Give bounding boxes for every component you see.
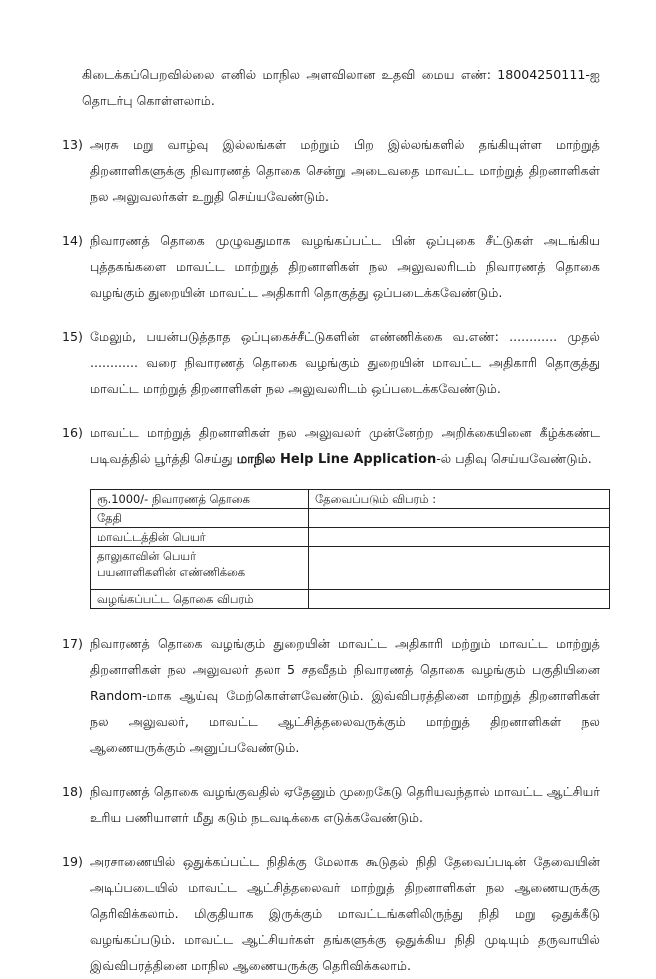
item-17 [62, 631, 600, 761]
table-row [91, 490, 610, 509]
item-text: அரசு மறு வாழ்வு இல்லங்கள் மற்றும் பிற இல்லங்களில் தங்கியுள்ள மாற்றுத் திறனாளிகளுக்கு நிவாரணத் தொகை சென்று அடைவதை மாவட்ட மாற்றுத் திறனாளிகள் நல அலுவலர்கள் உறுதி செய்யவேண்டும். [90, 137, 600, 204]
item-number: 19) [62, 854, 83, 869]
item-number: 15) [62, 329, 83, 344]
item-number: 13) [62, 137, 83, 152]
table-cell-label [91, 547, 309, 590]
table-cell-value [309, 528, 610, 547]
item-text: அரசாணையில் ஒதுக்கப்பட்ட நிதிக்கு மேலாக கூடுதல் நிதி தேவைப்படின் தேவையின் அடிப்படையில் மாவட்ட ஆட்சித்தலைவர் மாற்றுத் திறனாளிகள் நல ஆணையருக்கு தெரிவிக்கலாம். மிகுதியாக இருக்கும் மாவட்டங்களிலிருந்து நிதி மறு ஒதுக்கீடு வழங்கப்படும். மாவட்ட ஆட்சியர்கள் தங்களுக்கு ஒதுக்கிய நிதி முடியும் தருவாயில் இவ்விபரத்தினை மாநில ஆணையருக்கு தெரிவிக்கலாம். [90, 854, 600, 973]
item-number: 14) [62, 233, 83, 248]
table-cell-value [309, 590, 610, 609]
item-text: நிவாரணத் தொகை முழுவதுமாக வழங்கப்பட்ட பின் ஒப்புகை சீட்டுகள் அடங்கிய புத்தகங்களை மாவட்ட மாற்றுத் திறனாளிகள் நல அலுவலரிடம் நிவாரணத் தொகை வழங்கும் துறையின் மாவட்ட அதிகாரி தொகுத்து ஒப்படைக்கவேண்டும். [90, 233, 600, 300]
table-row [91, 590, 610, 609]
table-cell-label: ரூ.1000/- நிவாரணத் தொகை [91, 490, 309, 509]
progress-report-form-table [90, 489, 610, 609]
table-cell-line: பயனாளிகளின் எண்ணிக்கை [97, 565, 246, 579]
item-number: 18) [62, 784, 83, 799]
item-text [90, 420, 600, 473]
table-cell-label: தேதி [91, 509, 309, 528]
table-row [91, 509, 610, 528]
item-text: நிவாரணத் தொகை வழங்குவதில் ஏதேனும் முறைகேடு தெரியவந்தால் மாவட்ட ஆட்சியர் உரிய பணியாளர் மீது கடும் நடவடிக்கை எடுக்கவேண்டும். [90, 784, 600, 825]
item-13 [62, 132, 600, 210]
item-16 [62, 420, 600, 473]
table-cell-label: வழங்கப்பட்ட தொகை விபரம் [91, 590, 309, 609]
item-text-part-b: -ல் பதிவு செய்யவேண்டும். [436, 451, 592, 466]
table-cell-line: தாலுகாவின் பெயர் [97, 549, 197, 563]
item-number: 16) [62, 425, 83, 440]
table-cell-value [309, 509, 610, 528]
item-18 [62, 779, 600, 831]
table-cell-value [309, 547, 610, 590]
item-15 [62, 324, 600, 402]
table-cell-label: மாவட்டத்தின் பெயர் [91, 528, 309, 547]
item-text: மேலும், பயன்படுத்தாத ஒப்புகைச்சீட்டுகளின் எண்ணிக்கை வ.எண்: ............ முதல் ............ வரை நிவாரணத் தொகை வழங்கும் துறையின் மாவட்ட அதிகாரி தொகுத்து மாவட்ட மாற்றுத் திறனாளிகள் நல அலுவலரிடம் ஒப்படைக்கவேண்டும். [90, 329, 600, 396]
table-cell-value: தேவைப்படும் விபரம் : [309, 490, 610, 509]
item-text: நிவாரணத் தொகை வழங்கும் துறையின் மாவட்ட அதிகாரி மற்றும் மாவட்ட மாற்றுத் திறனாளிகள் நல அலுவலர் தலா 5 சதவீதம் நிவாரணத் தொகை வழங்கும் பகுதியினை Random-மாக ஆய்வு மேற்கொள்ளவேண்டும். இவ்விபரத்தினை மாற்றுத் திறனாளிகள் நல அலுவலர், மாவட்ட ஆட்சித்தலைவருக்கும் மாற்றுத் திறனாளிகள் நல ஆணையருக்கும் அனுப்பவேண்டும். [90, 636, 600, 755]
table-row [91, 528, 610, 547]
item-number: 17) [62, 636, 83, 651]
intro-paragraph: கிடைக்கப்பெறவில்லை எனில் மாநில அளவிலான உதவி மைய எண்: 18004250111-ஐ தொடர்பு கொள்ளலாம். [82, 67, 600, 108]
help-line-application-label: மாநில Help Line Application [236, 452, 437, 467]
item-text-part-a: மாவட்ட மாற்றுத் திறனாளிகள் நல அலுவலர் முன்னேற்ற அறிக்கையினை கீழ்க்கண்ட படிவத்தில் பூர்த்தி செய்து [90, 425, 600, 466]
item-14 [62, 228, 600, 306]
table-row [91, 547, 610, 590]
